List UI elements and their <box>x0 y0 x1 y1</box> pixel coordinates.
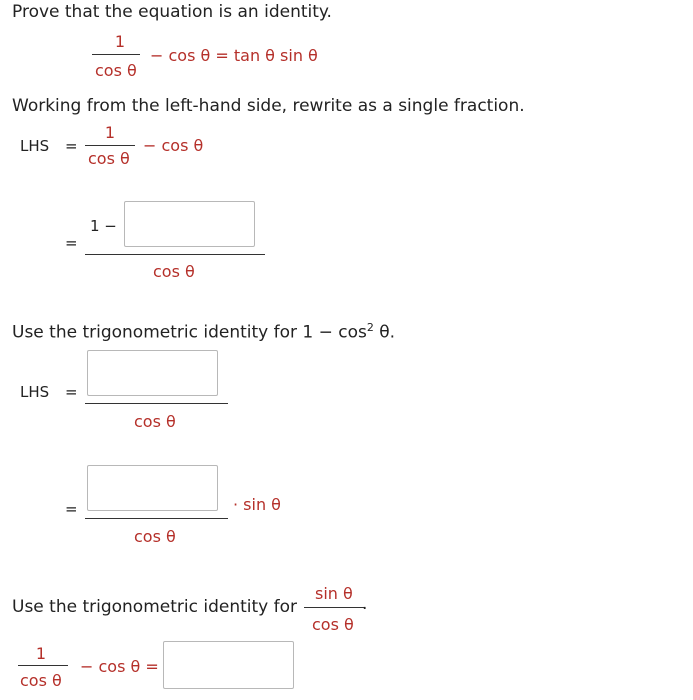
step1-fraction-bar <box>85 145 135 146</box>
instr3-end: . <box>362 594 368 614</box>
step2-denominator: cos θ <box>153 262 195 281</box>
step4-fraction-bar <box>85 518 228 519</box>
instr3-fraction-bar <box>304 607 364 608</box>
step1-denominator: cos θ <box>88 149 130 168</box>
final-numerator: 1 <box>35 644 47 663</box>
instr2-text: Use the trigonometric identity for 1 − cos <box>12 322 367 343</box>
instr3-text: Use the trigonometric identity for <box>12 597 297 617</box>
final-rest: − cos θ = <box>80 657 159 676</box>
eq1-denominator: cos θ <box>95 61 137 80</box>
instruction-single-fraction: Working from the left-hand side, rewrite as a single fraction. <box>12 96 525 116</box>
step2-fraction-bar <box>85 254 265 255</box>
lhs-label: LHS <box>20 383 50 401</box>
step3-fraction-bar <box>85 403 228 404</box>
equals-sign: = <box>65 234 78 252</box>
step2-answer-input[interactable] <box>125 202 254 246</box>
instr3-numerator: sin θ <box>315 584 353 603</box>
final-denominator: cos θ <box>20 671 62 690</box>
instruction-identity-1-cos2 <box>12 321 395 343</box>
instr2-sup: 2 <box>366 321 374 334</box>
eq1-rest: − cos θ = tan θ sin θ <box>150 46 318 65</box>
final-answer-input[interactable] <box>164 642 293 688</box>
step4-answer-input[interactable] <box>88 466 217 510</box>
equals-sign: = <box>65 137 78 155</box>
step4-denominator: cos θ <box>134 527 176 546</box>
equals-sign: = <box>65 383 78 401</box>
step1-rest: − cos θ <box>143 136 204 155</box>
step2-num-prefix: 1 − <box>90 217 117 235</box>
step4-rest: · sin θ <box>233 495 281 514</box>
instr2-end: θ. <box>373 322 396 343</box>
step4-answer-box[interactable] <box>87 465 218 511</box>
equals-sign: = <box>65 500 78 518</box>
step3-answer-box[interactable] <box>87 350 218 396</box>
step3-answer-input[interactable] <box>88 351 217 395</box>
step2-answer-box[interactable] <box>124 201 255 247</box>
step1-numerator: 1 <box>104 123 116 142</box>
eq1-fraction-bar <box>92 54 140 55</box>
final-answer-box[interactable] <box>163 641 294 689</box>
problem-heading: Prove that the equation is an identity. <box>12 2 332 22</box>
instr3-denominator: cos θ <box>312 615 354 634</box>
final-fraction-bar <box>18 665 68 666</box>
step3-denominator: cos θ <box>134 412 176 431</box>
lhs-label: LHS <box>20 137 50 155</box>
eq1-numerator: 1 <box>114 32 126 51</box>
